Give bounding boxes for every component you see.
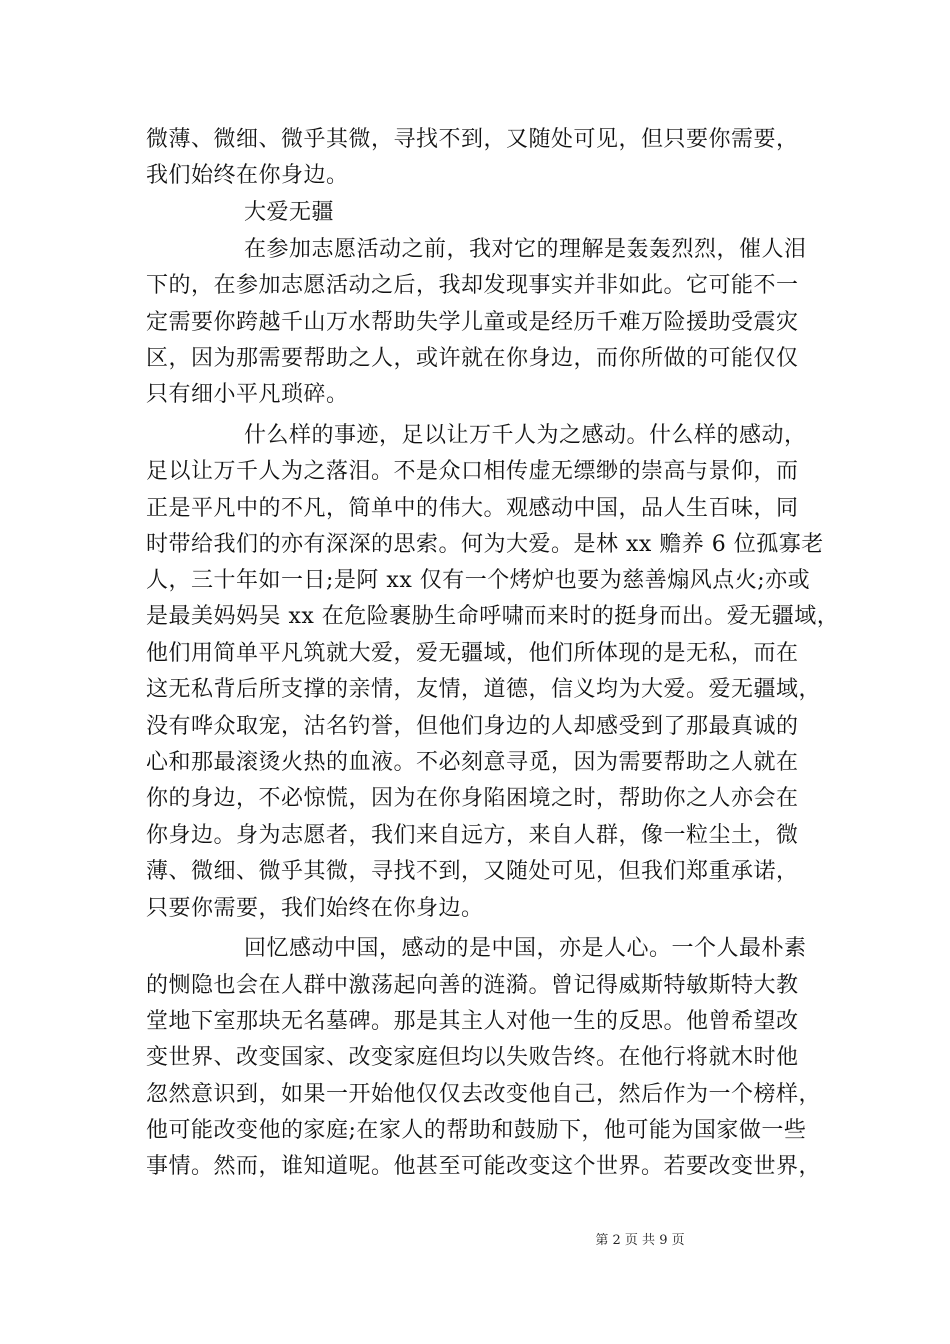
text-line: 变世界、改变国家、改变家庭但均以失败告终。在他行将就木时他 [146, 1045, 799, 1070]
text-line: 正是平凡中的不凡，简单中的伟大。观感动中国，品人生百味，同 [146, 496, 799, 521]
text-line: 微薄、微细、微乎其微，寻找不到，又随处可见，但只要你需要， [146, 127, 799, 152]
text-line: 在参加志愿活动之前，我对它的理解是轰轰烈烈，催人泪 [244, 237, 807, 262]
text-line: 什么样的事迹，足以让万千人为之感动。什么样的感动， [244, 423, 807, 448]
text-line: 堂地下室那块无名墓碑。那是其主人对他一生的反思。他曾希望改 [146, 1009, 799, 1034]
text-line: 心和那最滚烫火热的血液。不必刻意寻觅，因为需要帮助之人就在 [146, 750, 799, 775]
text-line: 忽然意识到，如果一开始他仅仅去改变他自己，然后作为一个榜样， [146, 1082, 822, 1107]
text-line: 足以让万千人为之落泪。不是众口相传虚无缥缈的崇高与景仰，而 [146, 459, 799, 484]
text-line: 下的，在参加志愿活动之后，我却发现事实并非如此。它可能不一 [146, 273, 799, 298]
text-line: 定需要你跨越千山万水帮助失学儿童或是经历千难万险援助受震灾 [146, 310, 799, 335]
text-line: 他可能改变他的家庭;在家人的帮助和鼓励下，他可能为国家做一些 [146, 1118, 807, 1143]
text-line: 回忆感动中国，感动的是中国，亦是人心。一个人最朴素 [244, 936, 807, 961]
text-line: 薄、微细、微乎其微，寻找不到，又随处可见，但我们郑重承诺， [146, 859, 799, 884]
text-line: 没有哗众取宠，沽名钓誉，但他们身边的人却感受到了那最真诚的 [146, 714, 799, 739]
text-line: 你身边。身为志愿者，我们来自远方，来自人群，像一粒尘土，微 [146, 823, 799, 848]
text-line: 人，三十年如一日;是阿 xx 仅有一个烤炉也要为慈善煽风点火;亦或 [146, 568, 811, 593]
text-line: 只有细小平凡琐碎。 [146, 382, 349, 407]
text-line: 时带给我们的亦有深深的思索。何为大爱。是林 xx 赡养 6 位孤寡老 [146, 532, 824, 557]
text-line: 事情。然而，谁知道呢。他甚至可能改变这个世界。若要改变世界， [146, 1154, 822, 1179]
text-line: 我们始终在你身边。 [146, 163, 349, 188]
text-line: 这无私背后所支撑的亲情，友情，道德，信义均为大爱。爱无疆域， [146, 677, 822, 702]
text-line: 区，因为那需要帮助之人，或许就在你身边，而你所做的可能仅仅 [146, 346, 799, 371]
page-number: 第 2 页 共 9 页 [595, 1233, 685, 1248]
text-line: 只要你需要，我们始终在你身边。 [146, 896, 484, 921]
page-footer [0, 1233, 950, 1249]
text-line: 你的身边，不必惊慌，因为在你身陷困境之时，帮助你之人亦会在 [146, 786, 799, 811]
section-heading: 大爱无疆 [244, 200, 335, 225]
text-line: 是最美妈妈吴 xx 在危险裹胁生命呼啸而来时的挺身而出。爱无疆域， [146, 604, 840, 629]
text-line: 他们用简单平凡筑就大爱，爱无疆域，他们所体现的是无私，而在 [146, 641, 799, 666]
text-line: 的恻隐也会在人群中激荡起向善的涟漪。曾记得威斯特敏斯特大教 [146, 973, 799, 998]
